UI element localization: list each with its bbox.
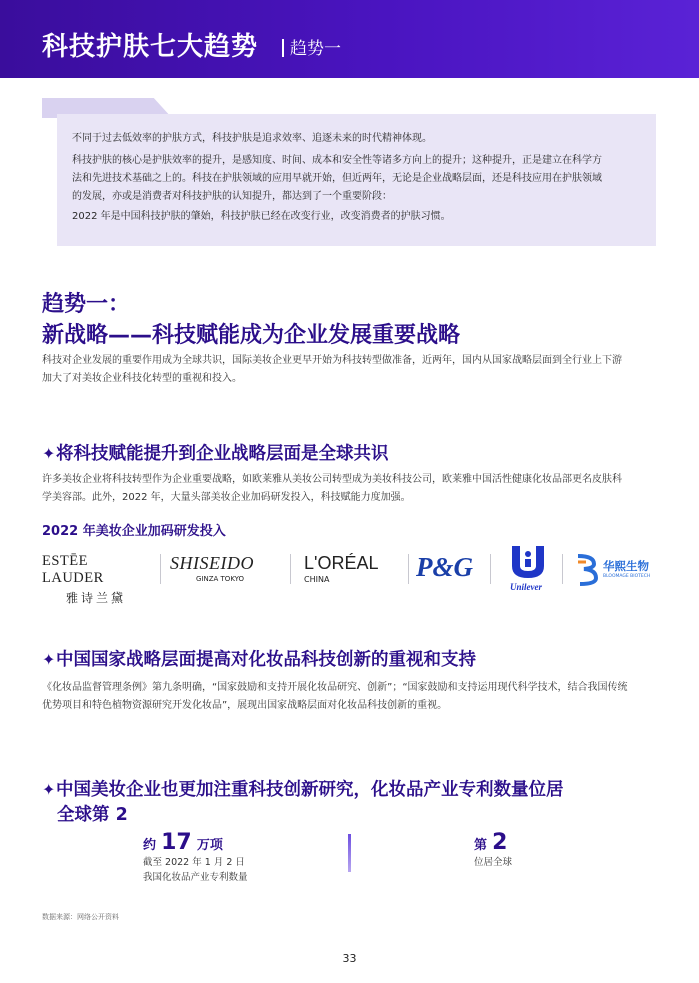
- star-icon: ✦: [42, 650, 56, 669]
- logo-divider: [562, 554, 563, 584]
- trend-paragraph-line: 加大了对美妆企业科技化转型的重视和投入。: [42, 373, 242, 384]
- page-header: [0, 0, 699, 78]
- header-subtitle: [282, 34, 341, 59]
- intro-line: 2022 年是中国科技护肤的肇始，科技护肤已经在改变行业，改变消费者的护肤习惯。: [72, 211, 451, 222]
- header-title: 科技护肤七大趋势: [42, 32, 259, 62]
- intro-box: [57, 114, 656, 246]
- logo-divider: [408, 554, 409, 584]
- trend-heading-line2: 新战略——科技赋能成为企业发展重要战略: [42, 323, 461, 348]
- header-sub-text: 趋势一: [290, 39, 341, 59]
- section2-heading: [42, 646, 476, 671]
- stat-prefix: 约: [143, 838, 157, 853]
- brand-logo-row: [42, 544, 657, 605]
- data-source: 数据来源：网络公开资料: [42, 913, 119, 921]
- unilever-logo: Unilever: [502, 544, 552, 594]
- stat-number: 17: [161, 830, 192, 855]
- stat-unit: 万项: [196, 838, 223, 853]
- stat-number: 2: [492, 830, 508, 855]
- intro-line: 的发展，亦或是消费者对科技护肤的认知提升，都达到了一个重要阶段：: [72, 191, 392, 202]
- intro-line: 不同于过去低效率的护肤方式，科技护肤是追求效率、追逐未来的时代精神体现。: [72, 133, 432, 144]
- loreal-logo: L'ORÉAL CHINA: [304, 553, 379, 584]
- section2-paragraph-line: 优势项目和特色植物资源研究开发化妆品”，展现出国家战略层面对化妆品科技创新的重视。: [42, 700, 448, 711]
- stat-line: 位居全球: [474, 857, 513, 868]
- bloomage-logo: 华熙生物 BLOOMAGE BIOTECH: [572, 544, 662, 594]
- star-icon: ✦: [42, 444, 56, 463]
- page-number: 33: [342, 952, 357, 965]
- unilever-u-icon: [506, 544, 550, 582]
- stat-line: 截至 2022 年 1 月 2 日: [143, 857, 245, 868]
- stat-prefix: 第: [474, 838, 488, 853]
- global-rank-stat: [474, 830, 512, 870]
- logo-divider: [290, 554, 291, 584]
- intro-line: 科技护肤的核心是护肤效率的提升，是感知度、时间、成本和安全性等诸多方向上的提升；这种提升，正是建立在科学方: [72, 155, 602, 166]
- section3-title-line1: 中国美妆企业也更加注重科技创新研究，化妆品产业专利数量位居: [56, 780, 564, 800]
- section3-title-line2: 全球第 2: [57, 805, 128, 825]
- section2-title: 中国国家战略层面提高对化妆品科技创新的重视和支持: [56, 650, 476, 670]
- bloomage-mark-icon: [574, 552, 600, 586]
- section3-heading: [42, 776, 564, 801]
- estee-lauder-logo: ESTĒE LAUDER 雅诗兰黛: [42, 553, 127, 605]
- section1-title: 将科技赋能提升到企业战略层面是全球共识: [56, 444, 389, 464]
- rd-investment-label: 2022 年美妆企业加码研发投入: [42, 524, 226, 539]
- patent-count-stat: [143, 830, 248, 885]
- section1-paragraph-line: 许多美妆企业将科技转型作为企业重要战略，如欧莱雅从美妆公司转型成为美妆科技公司，欧莱雅中国活性健康化妆品部更名皮肤科: [42, 474, 622, 485]
- header-separator: [282, 39, 284, 57]
- stat-divider: [348, 834, 351, 872]
- logo-divider: [160, 554, 161, 584]
- section2-paragraph-line: 《化妆品监督管理条例》第九条明确，“国家鼓励和支持开展化妆品研究、创新”；“国家鼓励和支持运用现代科学技术，结合我国传统: [42, 682, 628, 693]
- shiseido-logo: SHISEIDO GINZA TOKYO: [170, 553, 254, 583]
- section1-paragraph-line: 学美容部。此外，2022 年，大量头部美妆企业加码研发投入，科技赋能力度加强。: [42, 492, 411, 503]
- section1-heading: [42, 440, 389, 465]
- trend-paragraph-line: 科技对企业发展的重要作用成为全球共识，国际美妆企业更早开始为科技转型做准备，近两年，国内从国家战略层面到全行业上下游: [42, 355, 622, 366]
- trend-heading-line1: 趋势一：: [42, 292, 131, 317]
- pg-logo: P&G: [416, 552, 473, 582]
- stat-line: 我国化妆品产业专利数量: [143, 872, 248, 883]
- intro-line: 法和先进技术基础之上的。科技在护肤领域的应用早就开始，但近两年，无论是企业战略层面，还是科技应用在护肤领域: [72, 173, 602, 184]
- star-icon: ✦: [42, 780, 56, 799]
- logo-divider: [490, 554, 491, 584]
